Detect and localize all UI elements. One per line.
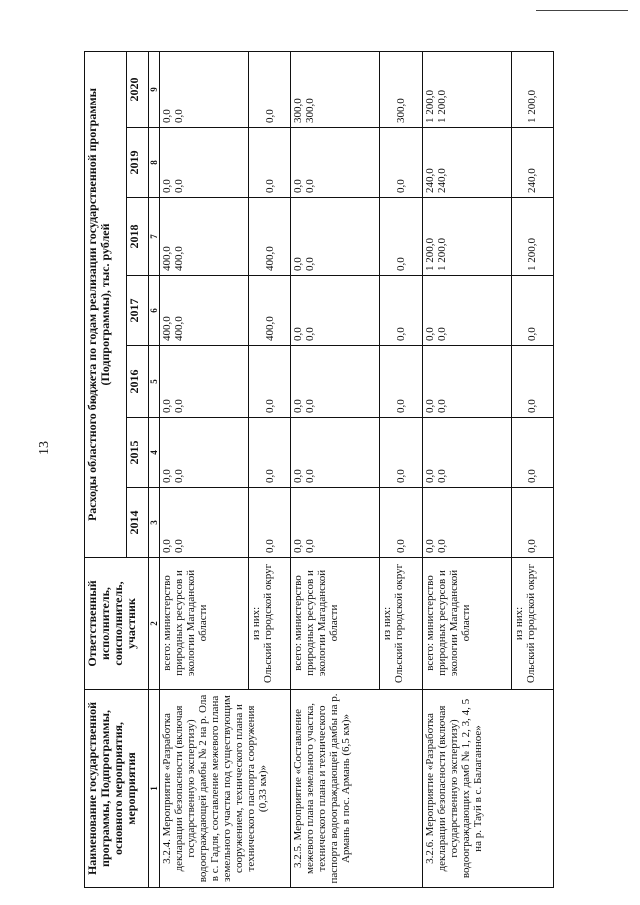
header-budget: Расходы областного бюджета по годам реализации государственной программы (Подпрограммы), тыс. рублей xyxy=(85,51,127,557)
sub-label: из них: xyxy=(249,606,262,641)
year-header: 2015 xyxy=(127,418,149,488)
value-cell: 300,0 xyxy=(380,51,422,127)
value-cell: 1 200,0 xyxy=(511,198,553,276)
value-cell: 0,0 xyxy=(248,128,290,198)
value-cell: 400,0 xyxy=(248,276,290,346)
column-index: 7 xyxy=(149,198,160,276)
value-cell: 400,0 xyxy=(248,198,290,276)
year-header: 2016 xyxy=(127,346,149,418)
value-cell: 0,0 xyxy=(248,488,290,558)
value-cell: 0,0 0,0 xyxy=(160,346,249,418)
value-cell: 0,0 0,0 xyxy=(160,418,249,488)
value-cell: 0,0 xyxy=(248,346,290,418)
value-cell: 240,0 xyxy=(511,128,553,198)
value-cell: 0,0 0,0 xyxy=(291,128,380,198)
value-cell: 1 200,0 1 200,0 xyxy=(422,198,511,276)
header-executor: Ответственный исполнитель, соисполнитель, участник xyxy=(85,558,149,690)
executor-sub xyxy=(380,558,422,690)
value-cell: 0,0 0,0 xyxy=(422,276,511,346)
value-cell: 0,0 0,0 xyxy=(160,51,249,127)
executor-main: всего: министерство природных ресурсов и экологии Магаданской области xyxy=(422,558,511,690)
rotated-table-container xyxy=(84,52,554,888)
value-cell: 240,0 240,0 xyxy=(422,128,511,198)
value-cell: 0,0 0,0 xyxy=(291,418,380,488)
sub-label: из них: xyxy=(381,606,394,641)
measure-name: 3.2.6. Мероприятие «Разработка декларации безопасности (включая государственную экспертизу) водоограждающих дамб № 1, 2, 3, 4, 5 на р. Тауй в с. Балаганное» xyxy=(422,690,553,888)
header-name: Наименование государственной программы, Подпрограммы, основного мероприятия, мероприятия xyxy=(85,690,149,888)
value-cell: 0,0 0,0 xyxy=(422,418,511,488)
year-header: 2014 xyxy=(127,488,149,558)
value-cell: 0,0 xyxy=(511,346,553,418)
value-cell: 0,0 xyxy=(511,276,553,346)
value-cell: 0,0 xyxy=(248,51,290,127)
sub-executor: Ольский городской округ xyxy=(261,563,274,684)
value-cell: 0,0 xyxy=(248,418,290,488)
column-index: 6 xyxy=(149,276,160,346)
sub-label: из них: xyxy=(512,606,525,641)
value-cell: 0,0 xyxy=(380,198,422,276)
year-header: 2020 xyxy=(127,51,149,127)
sub-executor: Ольский городской округ xyxy=(524,563,537,684)
value-cell: 0,0 0,0 xyxy=(422,346,511,418)
column-index: 8 xyxy=(149,128,160,198)
column-index: 3 xyxy=(149,488,160,558)
column-index: 9 xyxy=(149,51,160,127)
header-rule xyxy=(536,10,628,11)
measure-name: 3.2.5. Мероприятие «Составление межевого плана земельного участка, технического плана и технического паспорта водоограждающей дамбы на р. Армань в пос. Армань (6,5 км)» xyxy=(291,690,422,888)
column-index: 1 xyxy=(149,690,160,888)
year-header: 2017 xyxy=(127,276,149,346)
measure-name: 3.2.4. Мероприятие «Разработка декларации безопасности (включая государственную экспертизу) водоограждающей дамбы № 2 на р. Ола в с. Гадля, составление межевого плана земельного участка под существующим сооружением, технического плана и технического паспорта сооружения (0,33 км)» xyxy=(160,690,291,888)
executor-sub xyxy=(511,558,553,690)
value-cell: 0,0 0,0 xyxy=(422,488,511,558)
executor-sub xyxy=(248,558,290,690)
value-cell: 400,0 400,0 xyxy=(160,198,249,276)
value-cell: 0,0 xyxy=(380,128,422,198)
value-cell: 0,0 0,0 xyxy=(291,488,380,558)
value-cell: 0,0 0,0 xyxy=(291,198,380,276)
year-header: 2018 xyxy=(127,198,149,276)
value-cell: 300,0 300,0 xyxy=(291,51,380,127)
year-header: 2019 xyxy=(127,128,149,198)
value-cell: 0,0 0,0 xyxy=(160,488,249,558)
value-cell: 400,0 400,0 xyxy=(160,276,249,346)
value-cell: 0,0 xyxy=(380,488,422,558)
value-cell: 0,0 0,0 xyxy=(291,346,380,418)
executor-main: всего: министерство природных ресурсов и экологии Магаданской области xyxy=(160,558,249,690)
value-cell: 0,0 xyxy=(380,346,422,418)
value-cell: 0,0 xyxy=(380,276,422,346)
value-cell: 0,0 xyxy=(511,418,553,488)
budget-table xyxy=(84,51,554,888)
value-cell: 0,0 0,0 xyxy=(160,128,249,198)
value-cell: 0,0 xyxy=(511,488,553,558)
page-number: 13 xyxy=(37,441,52,455)
column-index: 2 xyxy=(149,558,160,690)
value-cell: 1 200,0 xyxy=(511,51,553,127)
value-cell: 0,0 xyxy=(380,418,422,488)
value-cell: 1 200,0 1 200,0 xyxy=(422,51,511,127)
sub-executor: Ольский городской округ xyxy=(393,563,406,684)
executor-main: всего: министерство природных ресурсов и экологии Магаданской области xyxy=(291,558,380,690)
column-index: 4 xyxy=(149,418,160,488)
column-index: 5 xyxy=(149,346,160,418)
value-cell: 0,0 0,0 xyxy=(291,276,380,346)
